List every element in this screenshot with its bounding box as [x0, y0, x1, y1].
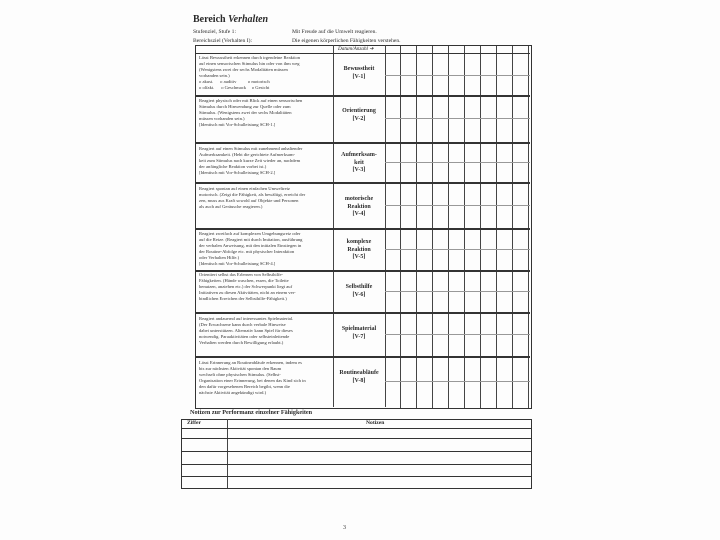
date-column-divider: [480, 46, 481, 408]
page-number: 3: [343, 525, 346, 531]
date-column-divider: [464, 46, 465, 408]
notes-divider: [227, 419, 228, 488]
date-column-divider: [416, 46, 417, 408]
bereichsziel-label: Bereichsziel (Verhalten I):: [193, 38, 253, 44]
cell-subline: [385, 75, 530, 76]
notes-line: [181, 464, 531, 465]
row-divider: [195, 182, 530, 184]
bereichsziel-value: Die eigenen körperlichen Fähigkeiten verstehen.: [292, 38, 401, 44]
row-divider: [195, 95, 530, 97]
row-description: Lässt Erinnerung an Routineabläufe erkennen, indem es bis zur nächsten Aktivität spontan den Raum wechselt ohne physischen Stimulus. (Selbst- Organisation einer Erinnerung, bei denen das Kind sich in den dafür vorgesehenen Bereich begibt, wenn die nächste Aktivität angekündigt wird.): [199, 360, 306, 395]
column-divider: [385, 45, 386, 407]
row-category: Spielmaterial [V-7]: [341, 326, 377, 340]
notes-line: [181, 451, 531, 452]
notes-line: [181, 438, 531, 439]
date-column-divider: [496, 46, 497, 408]
row-category: Selbsthilfe [V-6]: [345, 284, 373, 298]
row-description: Reagiert auf einen Stimulus mit zunehmend anhaltender Aufmerksamkeit. (Hebt die gerichtete Aufmerksam- keit zum Stimulus nach kurze Zeit wieder an, nachdem der anfängliche Reaktion vorbei ist.) [Identisch mit Vor-Schulleistung SCH-2.]: [199, 146, 303, 175]
notes-title: Notizen zur Performanz einzelner Fähigkeiten: [190, 409, 313, 416]
stufenziel-value: Mit Freude auf die Umwelt reagieren.: [292, 29, 377, 35]
row-divider: [195, 228, 530, 230]
notes-line: [181, 476, 531, 477]
cell-subline: [385, 118, 530, 119]
page-title: Bereich Verhalten: [193, 14, 269, 25]
row-description: Reagiert spontan auf einen einfachen Umweltreiz motorisch. (Zeigt die Fähigkeit, als bewältigt, erreicht der zen, muss aus Kraft sowohl auf Objekte und Personen als auch auf Geräusche reagieren.): [199, 186, 306, 209]
row-category: Bewusstheit [V-1]: [343, 66, 375, 80]
column-divider: [333, 45, 334, 407]
row-divider: [195, 312, 530, 314]
notes-col-notizen: Notizen: [366, 420, 385, 426]
row-divider: [195, 356, 530, 358]
column-header-datum: Datum/Anzahl ➔: [338, 46, 374, 52]
cell-subline: [385, 249, 530, 250]
cell-subline: [385, 162, 530, 163]
row-category: motorische Reaktion [V-4]: [344, 196, 374, 217]
cell-subline: [385, 381, 530, 382]
row-description: Lässt Bewusstheit erkennen durch irgendeine Reaktion auf einen sensorischen Stimulus hin oder von ihm weg (Wenigstens zwei der sechs Modalitäten müssen vorhanden sein.) o akust. o auditiv o motorisch o olfakt. o Geschmack o Gesicht: [199, 55, 301, 90]
notes-col-ziffer: Ziffer: [187, 420, 201, 426]
header-divider: [195, 53, 530, 54]
date-column-divider: [448, 46, 449, 408]
row-description: Reagiert andauernd auf interessantes Spielmaterial. (Der Erwachsene kann durch verbale Hinweise dabei unterstützen. Alternativ kann Spiel für dieses notwendig. Paraaktivitäten oder selbsteinleitende Verhalten werden durch Bewilligung erlaubt.): [199, 316, 294, 345]
stufenziel-label: Stufenziel, Stufe 1:: [193, 29, 237, 35]
date-column-divider: [512, 46, 513, 408]
row-divider: [195, 142, 530, 144]
row-category: Orientierung [V-2]: [342, 108, 376, 122]
row-category: Routineabläufe [V-8]: [339, 370, 379, 384]
row-description: Reagiert physisch oder mit Blick auf einen sensorischen Stimulus durch Hinwendung zur Quelle oder zum Stimulus. (Wenigstens zwei der sechs Modalitäten müssen vorhanden sein.) [Identisch mit Vor-Schulleistung SCH-1.]: [199, 98, 303, 127]
notes-line: [181, 428, 531, 429]
date-column-divider: [432, 46, 433, 408]
notes-table: [181, 419, 532, 489]
row-category: komplexe Reaktion [V-5]: [346, 239, 372, 260]
date-column-divider: [400, 46, 401, 408]
cell-subline: [385, 205, 530, 206]
date-column-divider: [528, 46, 529, 408]
row-description: Reagiert zweifach auf komplexen Umgebungsreiz oder auf die Reize. (Reagiert mit durch Imitation, ausführung der verbalen Anweisung, mit den initialen Einstiegen in der Routine-Abfolge etc. mit physischer Interaktion oder Verhalten Hilfe.) [Identisch mit Vor-Schulleistung SCH-4.]: [199, 231, 303, 266]
cell-subline: [385, 291, 530, 292]
row-category: Aufmerksam- keit [V-3]: [341, 152, 377, 173]
row-description: Orientiert selbst das Erlernen von Selbsthilfe- Fähigkeiten. (Hände waschen, essen, die Toilette benutzen, anziehen etc.) der Schwerpunkt liegt auf Initiativen zu diesen Aktivitäten, nicht an einem ver- bindlichen Erreichen der Selbsthilfe-Fähigkeit.): [199, 272, 296, 301]
cell-subline: [385, 334, 530, 335]
